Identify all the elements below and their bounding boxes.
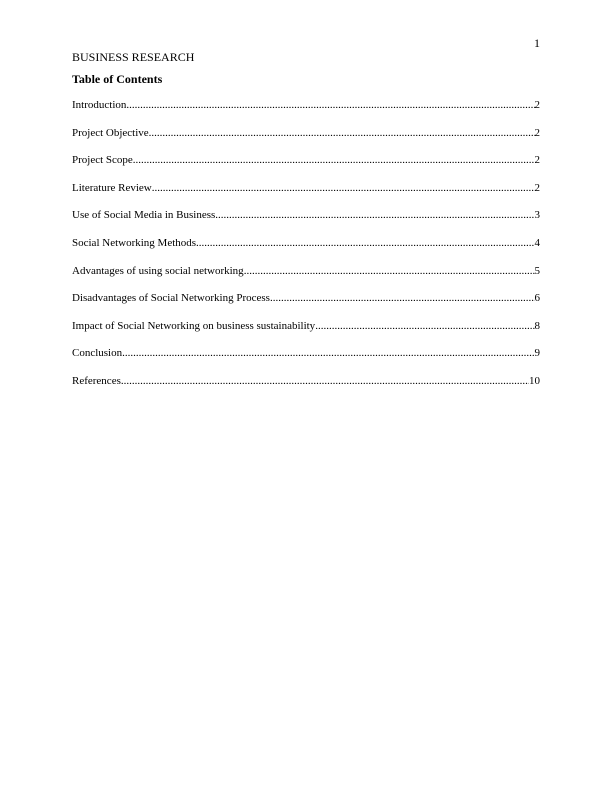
toc-entry-page: 2 <box>534 126 540 139</box>
toc-entry-page: 5 <box>534 264 540 277</box>
dot-leader <box>315 319 534 333</box>
toc-entry-label[interactable]: Literature Review <box>72 181 152 194</box>
toc-entry-page: 2 <box>534 99 540 111</box>
dot-leader <box>152 181 535 195</box>
toc-entry-page: 8 <box>534 319 540 332</box>
toc-entry-label[interactable]: Project Objective <box>72 126 149 139</box>
dot-leader <box>270 291 535 305</box>
toc-entry-social-networking-methods[interactable] <box>72 236 540 264</box>
toc-entry-conclusion[interactable] <box>72 346 540 374</box>
toc-entry-literature-review[interactable] <box>72 181 540 209</box>
toc-entry-use-of-social-media[interactable] <box>72 208 540 236</box>
dot-leader <box>244 264 535 278</box>
toc-entry-page: 6 <box>534 292 540 305</box>
running-head: BUSINESS RESEARCH <box>72 50 195 64</box>
toc-entry-label[interactable]: References <box>72 374 121 387</box>
toc-entry-label[interactable]: Use of Social Media in Business <box>72 209 216 222</box>
toc-entry-label[interactable]: Advantages of using social networking <box>72 264 244 277</box>
dot-leader <box>196 236 534 250</box>
dot-leader <box>122 346 534 360</box>
toc-entry-project-objective[interactable] <box>72 126 540 154</box>
toc-entry-impact[interactable] <box>72 319 540 347</box>
dot-leader <box>121 374 529 388</box>
dot-leader <box>149 126 535 140</box>
toc-entry-label[interactable]: Project Scope <box>72 154 133 167</box>
toc-entry-page: 3 <box>534 209 540 222</box>
table-of-contents <box>72 98 540 402</box>
toc-entry-introduction[interactable] <box>72 98 540 126</box>
toc-entry-page: 4 <box>534 236 540 249</box>
toc-entry-references[interactable] <box>72 374 540 402</box>
toc-heading: Table of Contents <box>72 72 163 86</box>
dot-leader <box>215 208 534 222</box>
toc-entry-page: 2 <box>534 154 540 167</box>
toc-entry-label[interactable]: Social Networking Methods <box>72 236 197 249</box>
dot-leader <box>126 98 534 112</box>
dot-leader <box>133 153 535 167</box>
page-number: 1 <box>534 36 540 50</box>
toc-entry-page: 10 <box>529 374 540 387</box>
toc-entry-label[interactable]: Disadvantages of Social Networking Process <box>72 292 270 305</box>
toc-entry-label[interactable]: Impact of Social Networking on business sustainability <box>72 319 316 332</box>
toc-entry-page: 9 <box>534 347 540 360</box>
toc-entry-label[interactable]: Introduction <box>72 99 127 111</box>
toc-entry-label[interactable]: Conclusion <box>72 347 123 360</box>
toc-entry-advantages[interactable] <box>72 264 540 292</box>
toc-entry-project-scope[interactable] <box>72 153 540 181</box>
toc-entry-page: 2 <box>534 181 540 194</box>
toc-entry-disadvantages[interactable] <box>72 291 540 319</box>
